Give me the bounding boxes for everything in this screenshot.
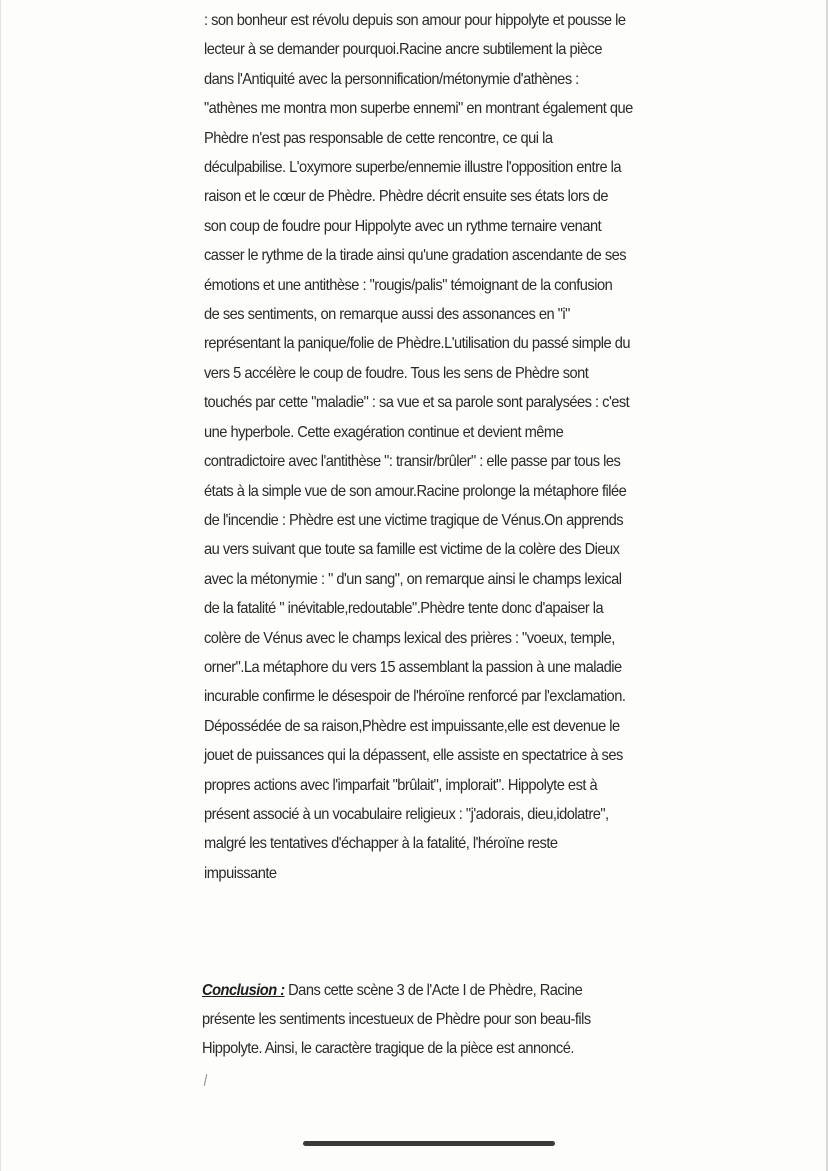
text-line: lecteur à se demander pourquoi.Racine ancre subtilement la pièce <box>204 41 602 59</box>
text-line: raison et le cœur de Phèdre. Phèdre décrit ensuite ses états lors de <box>204 188 609 206</box>
text-line: jouet de puissances qui la dépassent, elle assiste en spectatrice à ses <box>204 747 623 765</box>
text-line: colère de Vénus avec le champs lexical des prières : "voeux, temple, <box>204 629 615 647</box>
text-line: contradictoire avec l'antithèse ": transir/brûler" : elle passe par tous les <box>204 453 621 471</box>
text-line: de ses sentiments, on remarque aussi des assonances en "i" <box>204 306 570 324</box>
conclusion-line: présente les sentiments incestueux de Phèdre pour son beau-fils <box>202 1011 591 1028</box>
text-line: états à la simple vue de son amour.Racine prolonge la métaphore filée <box>204 482 627 500</box>
text-line: de l'incendie : Phèdre est une victime tragique de Vénus.On apprends <box>204 511 624 529</box>
conclusion-heading: Conclusion : <box>202 982 285 999</box>
text-line: représentant la panique/folie de Phèdre.L'utilisation du passé simple du <box>204 335 630 353</box>
text-line: casser le rythme de la tirade ainsi qu'une gradation ascendante de ses <box>204 247 627 265</box>
text-line: au vers suivant que toute sa famille est victime de la colère des Dieux <box>204 541 620 559</box>
text-line: déculpabilise. L'oxymore superbe/ennemie illustre l'opposition entre la <box>204 159 622 177</box>
text-line: impuissante <box>204 864 277 882</box>
conclusion-text: Dans cette scène 3 de l'Acte I de Phèdre, Racine <box>284 982 583 999</box>
text-line: une hyperbole. Cette exagération continue et devient même <box>204 423 564 441</box>
text-line: incurable confirme le désespoir de l'héroïne renforcé par l'exclamation. <box>204 688 626 706</box>
text-line: dans l'Antiquité avec la personnification/métonymie d'athènes : <box>204 70 579 88</box>
analysis-paragraph <box>204 6 644 888</box>
text-line: Dépossédée de sa raison,Phèdre est impuissante,elle est devenue le <box>204 717 620 735</box>
text-line: touchés par cette "maladie" : sa vue et sa parole sont paralysées : c'est <box>204 394 630 412</box>
stray-pen-mark <box>204 1074 207 1086</box>
text-line: : son bonheur est révolu depuis son amour pour hippolyte et pousse le <box>204 12 626 29</box>
conclusion-first-line <box>202 976 644 1005</box>
text-line: orner".La métaphore du vers 15 assemblant la passion à une maladie <box>204 658 622 676</box>
text-line: vers 5 accélère le coup de foudre. Tous les sens de Phèdre sont <box>204 364 589 382</box>
text-line: avec la métonymie : " d'un sang", on remarque ainsi le champs lexical <box>204 570 622 588</box>
text-line: Phèdre n'est pas responsable de cette rencontre, ce qui la <box>204 129 553 147</box>
text-line: "athènes me montra mon superbe ennemi" en montrant également que <box>204 100 633 118</box>
home-indicator-bar <box>303 1141 555 1146</box>
text-line: son coup de foudre pour Hippolyte avec un rythme ternaire venant <box>204 217 602 235</box>
text-line: de la fatalité " inévitable,redoutable".Phèdre tente donc d'apaiser la <box>204 600 604 618</box>
text-line: malgré les tentatives d'échapper à la fatalité, l'héroïne reste <box>204 835 558 853</box>
text-line: propres actions avec l'imparfait "brûlait", implorait". Hippolyte est à <box>204 776 598 794</box>
conclusion-paragraph <box>202 976 644 1063</box>
conclusion-line: Hippolyte. Ainsi, le caractère tragique de la pièce est annoncé. <box>202 1040 574 1057</box>
text-line: émotions et une antithèse : "rougis/palis" témoignant de la confusion <box>204 276 613 294</box>
text-line: présent associé à un vocabulaire religieux : "j'adorais, dieu,idolatre", <box>204 805 609 823</box>
